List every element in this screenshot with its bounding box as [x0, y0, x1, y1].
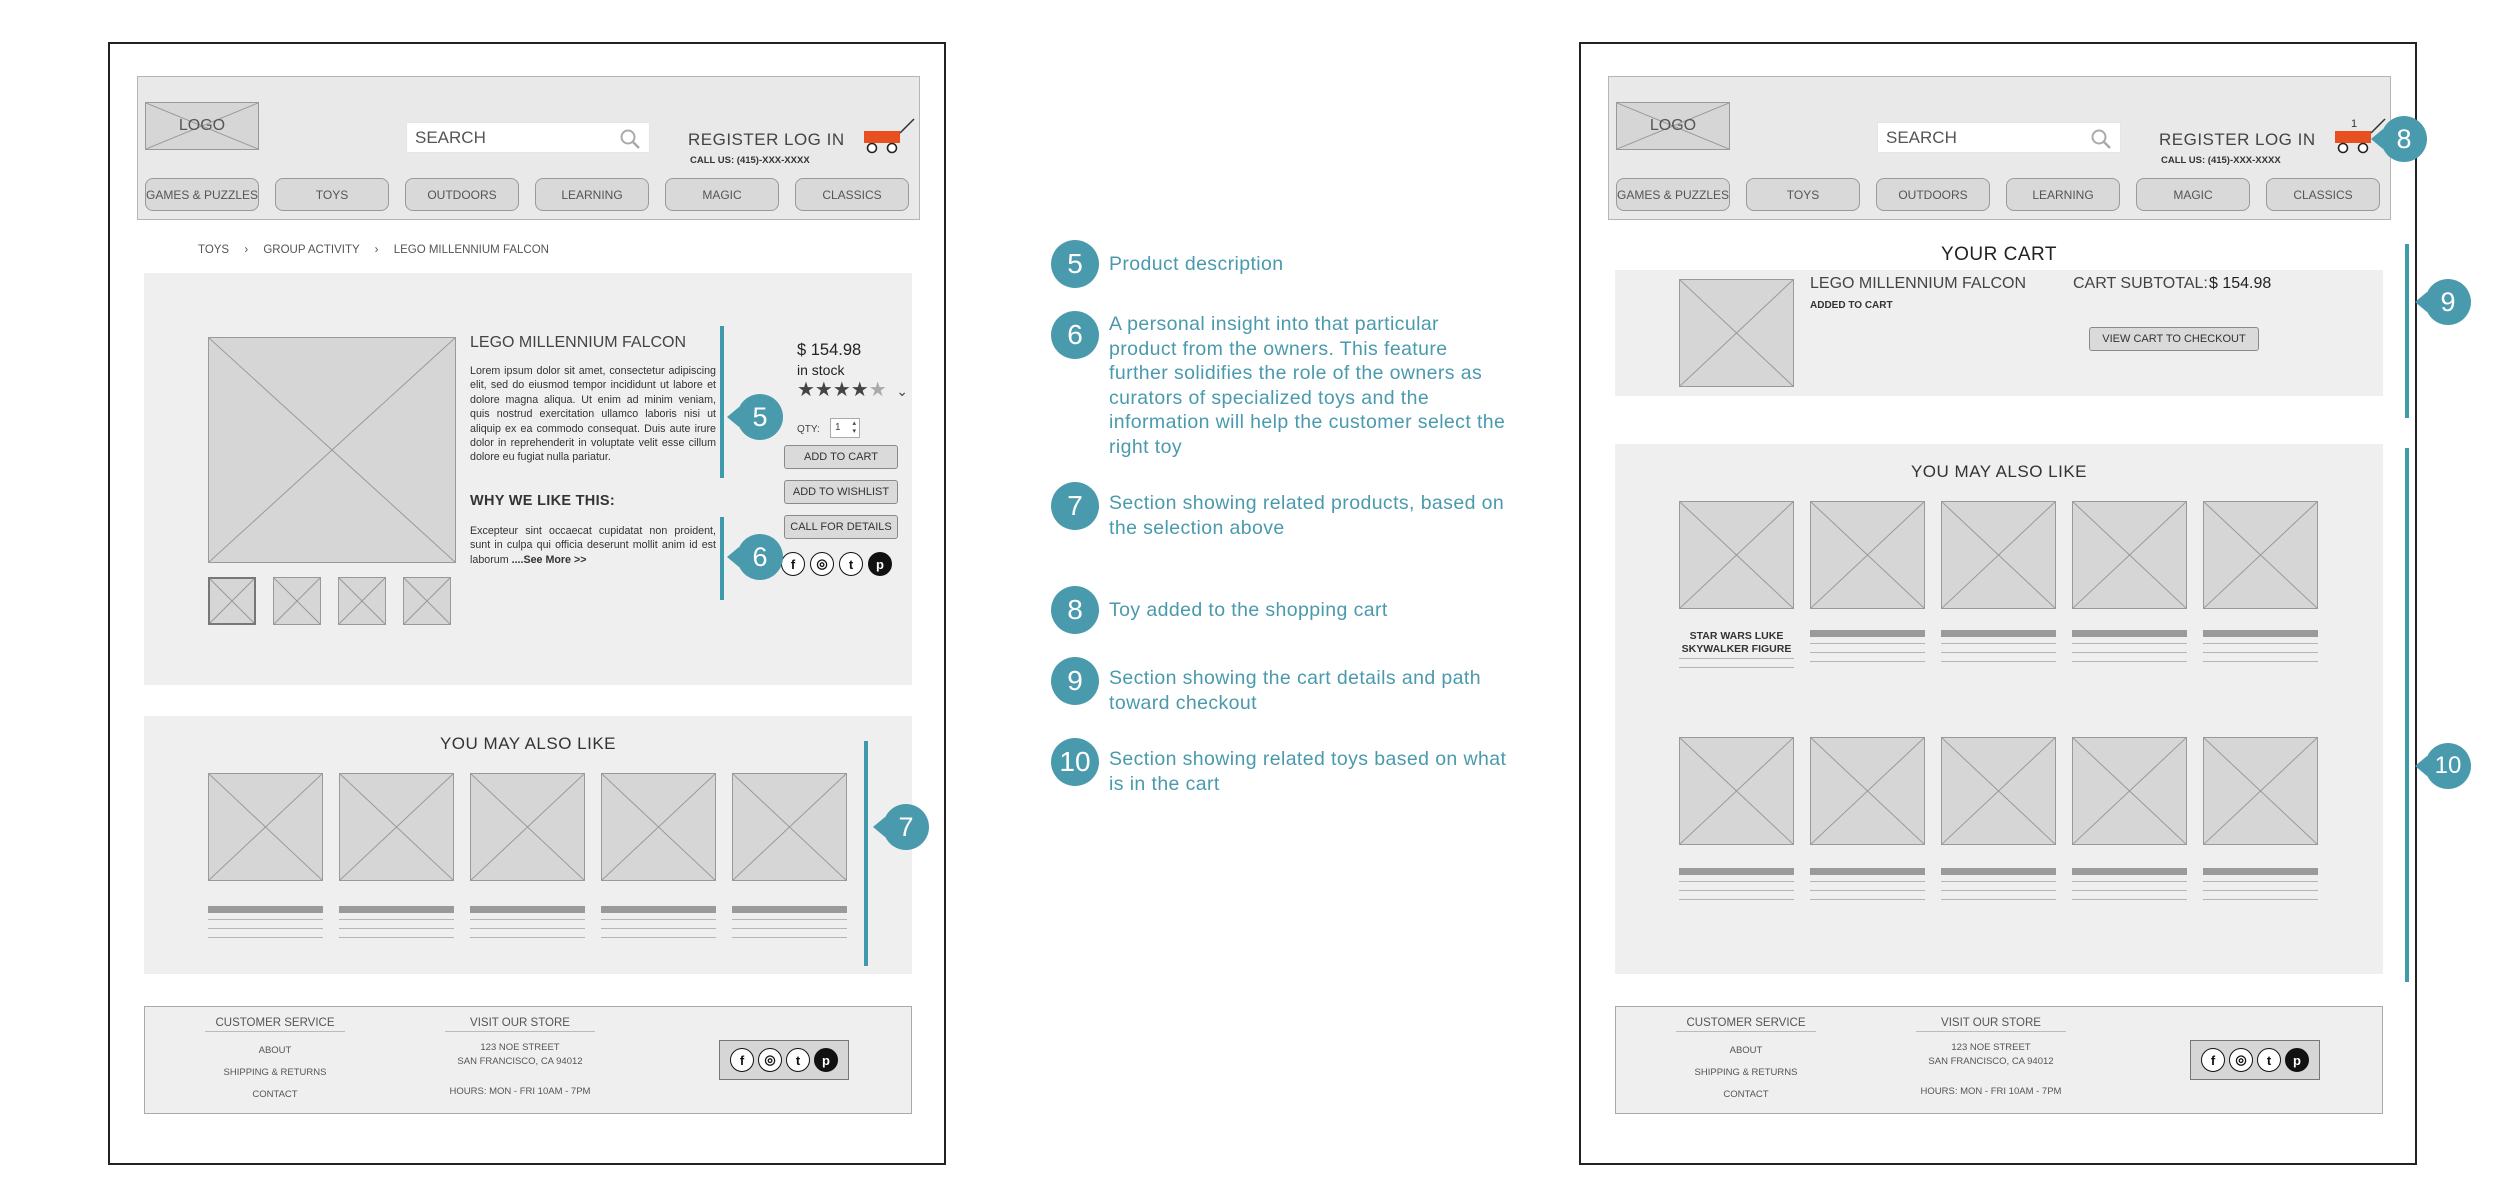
related-products-section: [144, 716, 912, 974]
text-placeholder-line: [1810, 881, 1925, 882]
text-placeholder-line: [208, 906, 323, 913]
facebook-icon[interactable]: f: [781, 552, 805, 576]
footer-contact-link[interactable]: CONTACT: [252, 1089, 298, 1100]
text-placeholder-line: [1941, 630, 2056, 637]
text-placeholder-line: [2203, 630, 2318, 637]
nav-label: OUTDOORS: [1898, 187, 1968, 202]
nav-label: TOYS: [1786, 187, 1820, 202]
logo-text: LOGO: [1649, 117, 1697, 134]
related-product-name-line1: STAR WARS LUKE: [1689, 630, 1784, 642]
nav-label: LEARNING: [561, 187, 623, 202]
annotation-bar-6: [720, 517, 724, 600]
stepper-arrows-icon[interactable]: ▴ ▾: [852, 420, 856, 435]
product-title: LEGO MILLENNIUM FALCON: [470, 334, 687, 351]
text-placeholder-line: [1810, 661, 1925, 662]
footer-social-icons: [719, 1040, 849, 1080]
text-placeholder-line: [732, 906, 847, 913]
breadcrumb-item-toys[interactable]: TOYS: [198, 244, 230, 256]
twitter-icon[interactable]: t: [786, 1048, 810, 1072]
product-description: Lorem ipsum dolor sit amet, consectetur adipiscing elit, sed do eiusmod tempor incididunt ut labore et dolore magna aliqua. Ut enim ad minim veniam, quis nostrud exercitation ullamco laboris nisi ut aliquip ex ea commodo consequat. Duis aute irure dolor in reprehenderit in voluptate velit esse cillum dolore eu fugiat nulla pariatur.: [470, 365, 716, 464]
text-placeholder-line: [2203, 661, 2318, 662]
shopping-cart-icon[interactable]: [860, 117, 920, 155]
callout-8: 8: [2381, 116, 2427, 162]
footer-contact-link[interactable]: CONTACT: [1723, 1089, 1769, 1100]
related-product-name[interactable]: [1679, 630, 1794, 656]
cart-item-name: LEGO MILLENNIUM FALCON: [1810, 275, 2027, 292]
nav-toys[interactable]: [1746, 178, 1860, 211]
text-placeholder-line: [1679, 890, 1794, 891]
legend-text-5: Product description: [1109, 253, 1284, 275]
product-thumbnail[interactable]: [338, 577, 386, 625]
product-thumbnail[interactable]: [273, 577, 321, 625]
nav-toys[interactable]: [275, 178, 389, 211]
text-placeholder-line: [601, 928, 716, 929]
nav-label: MAGIC: [702, 187, 742, 202]
text-placeholder-line: [339, 937, 454, 938]
add-to-wishlist-label: ADD TO WISHLIST: [792, 486, 890, 498]
related-product-image[interactable]: [1679, 737, 1794, 845]
legend-text-6: A personal insight into that particular product from the owners. This feature further solidifies the role of the owners as curators of specialized toys and the information will help the customer select the right toy: [1109, 313, 1506, 458]
callout-7: 7: [883, 804, 929, 850]
nav-label: CLASSICS: [822, 187, 882, 202]
legend-text-10: Section showing related toys based on what is in the cart: [1109, 748, 1507, 795]
call-for-details-label: CALL FOR DETAILS: [790, 521, 892, 533]
legend-number-5: 5: [1051, 240, 1099, 288]
legend-number-6: 6: [1051, 311, 1099, 359]
added-to-cart-text: ADDED TO CART: [1810, 300, 1893, 311]
nav-label: LEARNING: [2032, 187, 2094, 202]
add-to-cart-label: ADD TO CART: [804, 451, 878, 463]
cart-related-section: [1615, 444, 2383, 974]
related-product-image[interactable]: [601, 773, 716, 881]
star-icon: ★★★★: [797, 379, 869, 401]
visit-store-heading: VISIT OUR STORE: [445, 1017, 595, 1032]
annotation-bar-9: [2405, 244, 2409, 418]
qty-value: 1: [835, 422, 841, 433]
search-icon[interactable]: [2090, 128, 2112, 150]
customer-service-heading: CUSTOMER SERVICE: [1676, 1017, 1816, 1032]
why-we-like-heading: WHY WE LIKE THIS:: [470, 493, 615, 509]
qty-label: QTY:: [797, 424, 820, 435]
related-product-image[interactable]: [2072, 501, 2187, 609]
nav-label: OUTDOORS: [427, 187, 497, 202]
nav-label: GAMES & PUZZLES: [1616, 187, 1730, 202]
text-placeholder-line: [208, 919, 323, 920]
cart-subtotal-value: $ 154.98: [2209, 275, 2272, 292]
call-for-details-button[interactable]: [784, 515, 898, 539]
text-placeholder-line: [1679, 667, 1794, 668]
nav-magic[interactable]: [2136, 178, 2250, 211]
related-product-image[interactable]: [1679, 501, 1794, 609]
text-placeholder-line: [1679, 899, 1794, 900]
text-placeholder-line: [470, 919, 585, 920]
text-placeholder-line: [732, 919, 847, 920]
social-share-icons: [781, 552, 892, 576]
related-product-image[interactable]: [1810, 501, 1925, 609]
annotation-bar-7: [864, 741, 868, 966]
text-placeholder-line: [339, 919, 454, 920]
text-placeholder-line: [470, 937, 585, 938]
site-footer: [144, 1006, 912, 1114]
text-placeholder-line: [601, 937, 716, 938]
related-product-image[interactable]: [1941, 737, 2056, 845]
callout-10: 10: [2425, 743, 2471, 789]
related-product-image[interactable]: [339, 773, 454, 881]
text-placeholder-line: [2072, 881, 2187, 882]
call-us-text: CALL US: (415)-XXX-XXXX: [690, 155, 810, 166]
nav-outdoors[interactable]: [405, 178, 519, 211]
instagram-icon[interactable]: ◎: [2229, 1048, 2253, 1072]
related-product-image[interactable]: [1941, 501, 2056, 609]
text-placeholder-line: [1941, 868, 2056, 875]
legend-number-8: 8: [1051, 586, 1099, 634]
register-link[interactable]: REGISTER: [688, 130, 779, 149]
customer-service-heading: CUSTOMER SERVICE: [205, 1017, 345, 1032]
text-placeholder-line: [208, 937, 323, 938]
logo[interactable]: [145, 102, 259, 150]
text-placeholder-line: [732, 937, 847, 938]
legend-number-9: 9: [1051, 657, 1099, 705]
callout-9: 9: [2425, 279, 2471, 325]
product-detail-section: [144, 273, 912, 685]
text-placeholder-line: [2072, 661, 2187, 662]
twitter-icon[interactable]: t: [839, 552, 863, 576]
breadcrumb-separator: ›: [244, 244, 249, 256]
text-placeholder-line: [2203, 899, 2318, 900]
site-header: [1608, 76, 2391, 220]
annotation-bar-5: [720, 326, 724, 478]
text-placeholder-line: [1941, 881, 2056, 882]
text-placeholder-line: [1810, 652, 1925, 653]
cart-summary-section: [1615, 270, 2383, 396]
pinterest-icon[interactable]: p: [2285, 1048, 2309, 1072]
text-placeholder-line: [1810, 890, 1925, 891]
nav-label: CLASSICS: [2293, 187, 2353, 202]
annotation-legend: [1051, 240, 1511, 800]
text-placeholder-line: [1941, 652, 2056, 653]
nav-label: GAMES & PUZZLES: [145, 187, 259, 202]
cart-page-wireframe: [1579, 42, 2462, 1165]
text-placeholder-line: [1679, 881, 1794, 882]
legend-number-7: 7: [1051, 482, 1099, 530]
legend-number-10: 10: [1051, 738, 1099, 786]
nav-games-puzzles[interactable]: [145, 178, 259, 211]
facebook-icon[interactable]: f: [2201, 1048, 2225, 1072]
site-footer: [1615, 1006, 2383, 1114]
store-address-line2: SAN FRANCISCO, CA 94012: [1928, 1056, 2054, 1067]
see-more-link[interactable]: ....See More >>: [511, 553, 587, 566]
related-product-image[interactable]: [208, 773, 323, 881]
product-main-image: [208, 337, 456, 563]
logo[interactable]: [1616, 102, 1730, 150]
related-product-name-line2: SKYWALKER FIGURE: [1681, 643, 1792, 655]
text-placeholder-line: [732, 928, 847, 929]
legend-text-7: Section showing related products, based on the selection above: [1109, 492, 1505, 539]
search-placeholder: SEARCH: [1886, 127, 1957, 147]
nav-learning[interactable]: [535, 178, 649, 211]
text-placeholder-line: [2072, 890, 2187, 891]
footer-shipping-link[interactable]: SHIPPING & RETURNS: [1694, 1067, 1798, 1078]
register-link[interactable]: REGISTER: [2159, 130, 2250, 149]
why-we-like-body: Excepteur sint occaecat cupidatat non proident, sunt in culpa qui officia deserunt mollit anim id est laborum: [470, 525, 716, 566]
nav-magic[interactable]: [665, 178, 779, 211]
text-placeholder-line: [339, 928, 454, 929]
text-placeholder-line: [208, 928, 323, 929]
text-placeholder-line: [2203, 643, 2318, 644]
text-placeholder-line: [1941, 899, 2056, 900]
footer-about-link[interactable]: ABOUT: [1729, 1045, 1763, 1056]
cart-related-title: YOU MAY ALSO LIKE: [1910, 462, 2088, 481]
search-input[interactable]: [1877, 122, 2121, 153]
breadcrumb-item-current: LEGO MILLENNIUM FALCON: [393, 244, 549, 256]
text-placeholder-line: [2072, 643, 2187, 644]
product-price: $ 154.98: [797, 341, 862, 359]
nav-classics[interactable]: [795, 178, 909, 211]
checkout-button-label: VIEW CART TO CHECKOUT: [2102, 333, 2246, 345]
breadcrumb-separator: ›: [374, 244, 379, 256]
related-title: YOU MAY ALSO LIKE: [439, 734, 617, 753]
your-cart-title: YOUR CART: [1940, 244, 2058, 265]
text-placeholder-line: [2072, 899, 2187, 900]
nav-label: TOYS: [315, 187, 349, 202]
breadcrumb: [198, 244, 549, 256]
footer-social-icons: [2190, 1040, 2320, 1080]
why-we-like-text: [470, 524, 716, 567]
callout-6: 6: [737, 534, 783, 580]
nav-games-puzzles[interactable]: [1616, 178, 1730, 211]
rating-stars[interactable]: [797, 377, 908, 402]
cart-count-badge: 1: [2351, 118, 2358, 130]
legend-text-9: Section showing the cart details and path toward checkout: [1109, 667, 1481, 714]
logo-text: LOGO: [178, 117, 226, 134]
search-placeholder: SEARCH: [415, 127, 486, 147]
text-placeholder-line: [2203, 881, 2318, 882]
search-icon[interactable]: [619, 128, 641, 150]
twitter-icon[interactable]: t: [2257, 1048, 2281, 1072]
quantity-stepper[interactable]: [830, 418, 860, 438]
pinterest-icon[interactable]: p: [814, 1048, 838, 1072]
cart-item-image: [1679, 279, 1794, 387]
nav-label: MAGIC: [2173, 187, 2213, 202]
footer-about-link[interactable]: ABOUT: [258, 1045, 292, 1056]
related-product-image[interactable]: [470, 773, 585, 881]
login-link[interactable]: LOG IN: [2255, 130, 2316, 149]
star-empty-icon: ★: [868, 379, 887, 401]
legend-text-8: Toy added to the shopping cart: [1109, 599, 1388, 621]
text-placeholder-line: [1810, 643, 1925, 644]
text-placeholder-line: [1941, 890, 2056, 891]
view-cart-checkout-button[interactable]: [2089, 327, 2259, 351]
related-product-image[interactable]: [2203, 737, 2318, 845]
instagram-icon[interactable]: ◎: [810, 552, 834, 576]
instagram-icon[interactable]: ◎: [758, 1048, 782, 1072]
text-placeholder-line: [601, 906, 716, 913]
text-placeholder-line: [601, 919, 716, 920]
facebook-icon[interactable]: f: [730, 1048, 754, 1072]
product-thumbnail[interactable]: [208, 577, 256, 625]
store-hours: HOURS: MON - FRI 10AM - 7PM: [449, 1086, 591, 1097]
visit-store-heading: VISIT OUR STORE: [1916, 1017, 2066, 1032]
text-placeholder-line: [1679, 868, 1794, 875]
cart-subtotal-label: CART SUBTOTAL:: [2073, 275, 2208, 292]
callout-5: 5: [737, 394, 783, 440]
login-link[interactable]: LOG IN: [784, 130, 845, 149]
search-input[interactable]: [406, 122, 650, 153]
footer-shipping-link[interactable]: SHIPPING & RETURNS: [223, 1067, 327, 1078]
site-header: [137, 76, 920, 220]
nav-classics[interactable]: [2266, 178, 2380, 211]
related-product-image[interactable]: [1810, 737, 1925, 845]
text-placeholder-line: [470, 906, 585, 913]
text-placeholder-line: [1810, 630, 1925, 637]
nav-outdoors[interactable]: [1876, 178, 1990, 211]
stock-status: in stock: [797, 362, 845, 378]
text-placeholder-line: [1941, 661, 2056, 662]
text-placeholder-line: [2203, 890, 2318, 891]
store-address-line1: 123 NOE STREET: [1951, 1042, 2031, 1053]
text-placeholder-line: [470, 928, 585, 929]
product-page-wireframe: [108, 42, 946, 1165]
add-to-cart-button[interactable]: [784, 445, 898, 469]
related-product-image[interactable]: [2072, 737, 2187, 845]
related-product-image[interactable]: [732, 773, 847, 881]
product-thumbnail[interactable]: [403, 577, 451, 625]
chevron-down-icon[interactable]: ⌄: [896, 383, 908, 399]
store-hours: HOURS: MON - FRI 10AM - 7PM: [1920, 1086, 2062, 1097]
annotation-bar-10: [2405, 448, 2409, 982]
text-placeholder-line: [2072, 652, 2187, 653]
text-placeholder-line: [2203, 652, 2318, 653]
text-placeholder-line: [1941, 643, 2056, 644]
related-product-image[interactable]: [2203, 501, 2318, 609]
text-placeholder-line: [1810, 899, 1925, 900]
pinterest-icon[interactable]: p: [868, 552, 892, 576]
add-to-wishlist-button[interactable]: [784, 480, 898, 504]
text-placeholder-line: [2072, 630, 2187, 637]
text-placeholder-line: [2203, 868, 2318, 875]
text-placeholder-line: [1810, 868, 1925, 875]
text-placeholder-line: [339, 906, 454, 913]
text-placeholder-line: [2072, 868, 2187, 875]
call-us-text: CALL US: (415)-XXX-XXXX: [2161, 155, 2281, 166]
store-address-line2: SAN FRANCISCO, CA 94012: [457, 1056, 583, 1067]
breadcrumb-item-group-activity[interactable]: GROUP ACTIVITY: [263, 244, 360, 256]
text-placeholder-line: [1679, 658, 1794, 659]
store-address-line1: 123 NOE STREET: [480, 1042, 560, 1053]
nav-learning[interactable]: [2006, 178, 2120, 211]
